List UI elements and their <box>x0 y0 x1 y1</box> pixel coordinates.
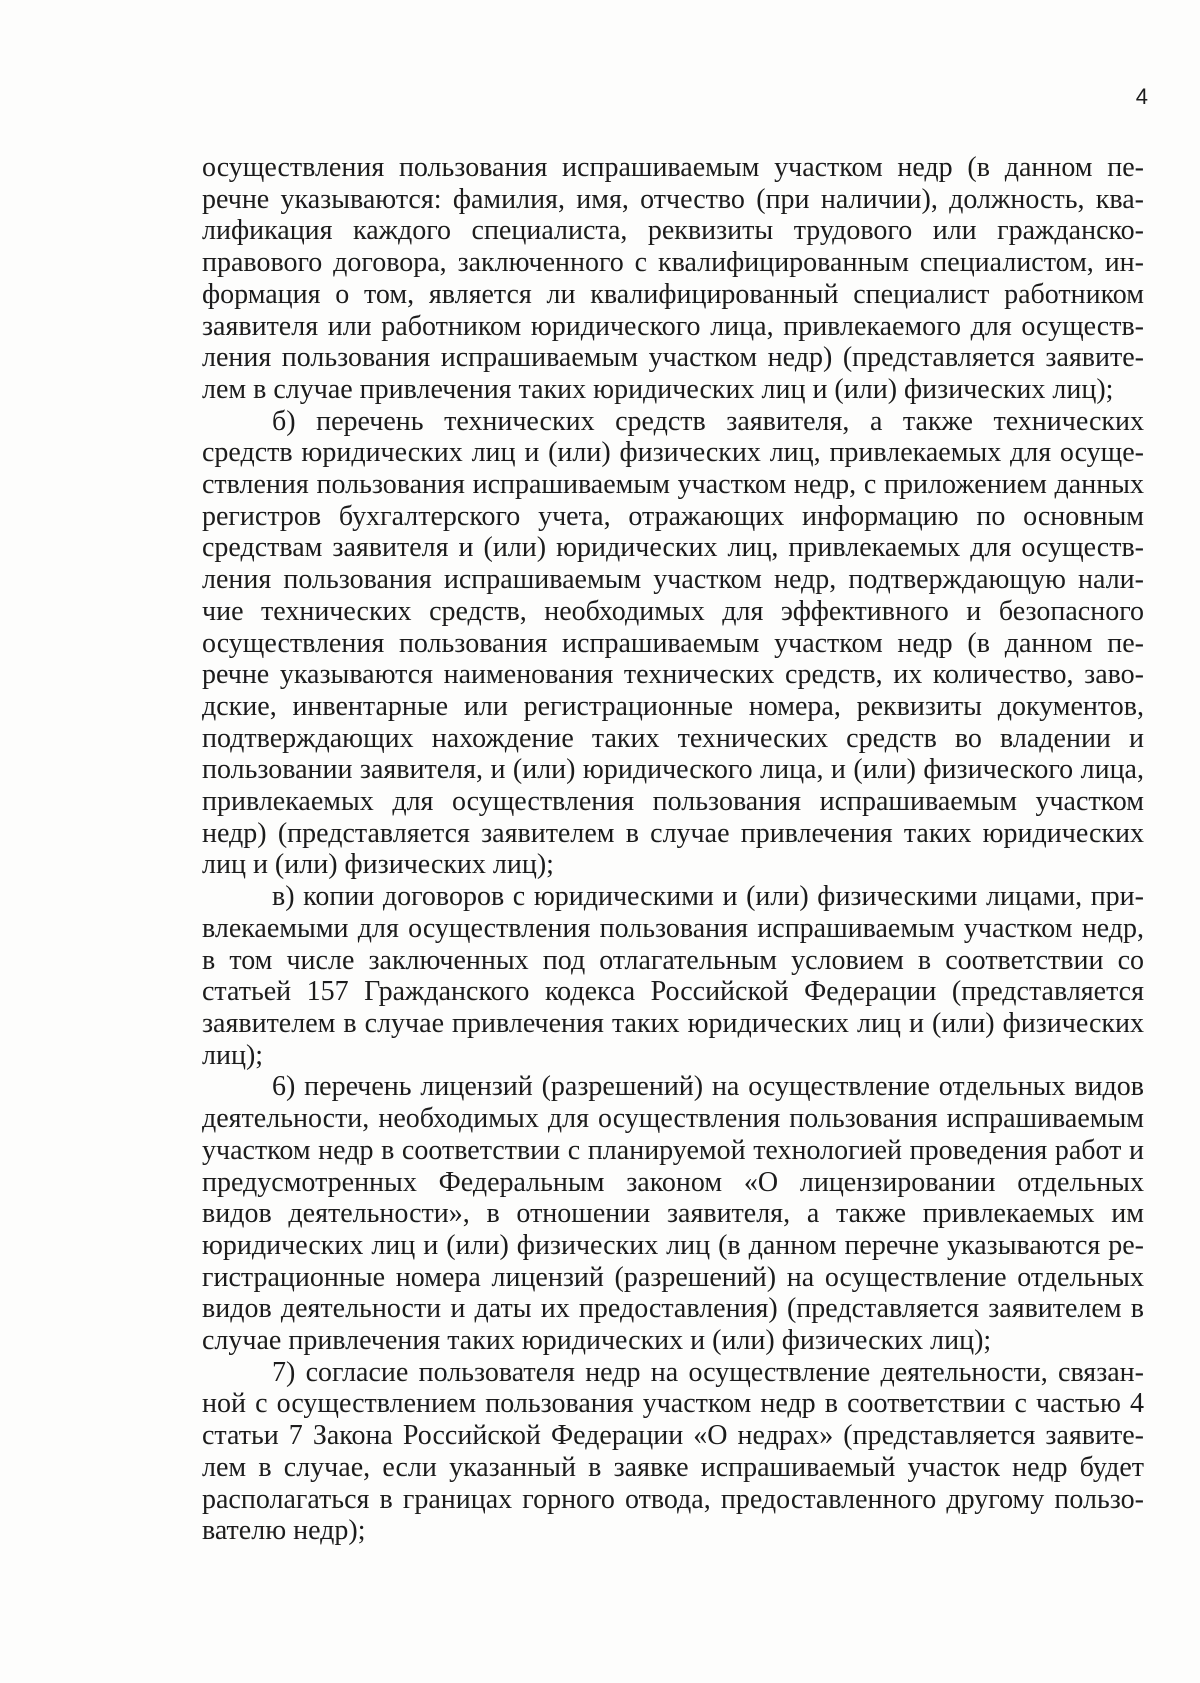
paragraph-item-6: 6) перечень лицензий (разрешений) на осуществление отдельных видов деятельности, необходимых для осуществления пользования испрашиваемым участком недр в соответствии с планируемой технологией проведения работ и предусмотренных Федеральным законом «О лицензировании отдельных видов деятельности», в отношении заявителя, а также привлекаемых им юридических лиц и (или) физических лиц (в данном перечне указываются регистрационные номера лицензий (разрешений) на осуществление отдельных видов деятельности и даты их предоставления) (представляется заявителем в случае привлечения таких юридических и (или) физических лиц); <box>202 1071 1144 1357</box>
paragraph-continuation: осуществления пользования испрашиваемым участком недр (в данном перечне указываются: фамилия, имя, отчество (при наличии), должность, квалификация каждого специалиста, реквизиты трудового или гражданско-правового договора, заключенного с квалифицированным специалистом, информация о том, является ли квалифицированный специалист работником заявителя или работником юридического лица, привлекаемого для осуществления пользования испрашиваемым участком недр) (представляется заявителем в случае привлечения таких юридических лиц и (или) физических лиц); <box>202 152 1144 405</box>
document-body <box>202 152 1144 1547</box>
paragraph-item-b: б) перечень технических средств заявителя, а также технических средств юридических лиц и (или) физических лиц, привлекаемых для осуществления пользования испрашиваемым участком недр, с приложением данных регистров бухгалтерского учета, отражающих информацию по основным средствам заявителя и (или) юридических лиц, привлекаемых для осуществления пользования испрашиваемым участком недр, подтверждающую наличие технических средств, необходимых для эффективного и безопасного осуществления пользования испрашиваемым участком недр (в данном перечне указываются наименования технических средств, их количество, заводские, инвентарные или регистрационные номера, реквизиты документов, подтверждающих нахождение таких технических средств во владении и пользовании заявителя, и (или) юридического лица, и (или) физического лица, привлекаемых для осуществления пользования испрашиваемым участком недр) (представляется заявителем в случае привлечения таких юридических лиц и (или) физических лиц); <box>202 405 1144 881</box>
page-number: 4 <box>1135 84 1148 109</box>
paragraph-item-v: в) копии договоров с юридическими и (или) физическими лицами, привлекаемыми для осуществления пользования испрашиваемым участком недр, в том числе заключенных под отлагательным условием в соответствии со статьей 157 Гражданского кодекса Российской Федерации (представляется заявителем в случае привлечения таких юридических лиц и (или) физических лиц); <box>202 881 1144 1071</box>
paragraph-item-7: 7) согласие пользователя недр на осуществление деятельности, связанной с осуществлением пользования участком недр в соответствии с частью 4 статьи 7 Закона Российской Федерации «О недрах» (представляется заявителем в случае, если указанный в заявке испрашиваемый участок недр будет располагаться в границах горного отвода, предоставленного другому пользователю недр); <box>202 1356 1144 1547</box>
